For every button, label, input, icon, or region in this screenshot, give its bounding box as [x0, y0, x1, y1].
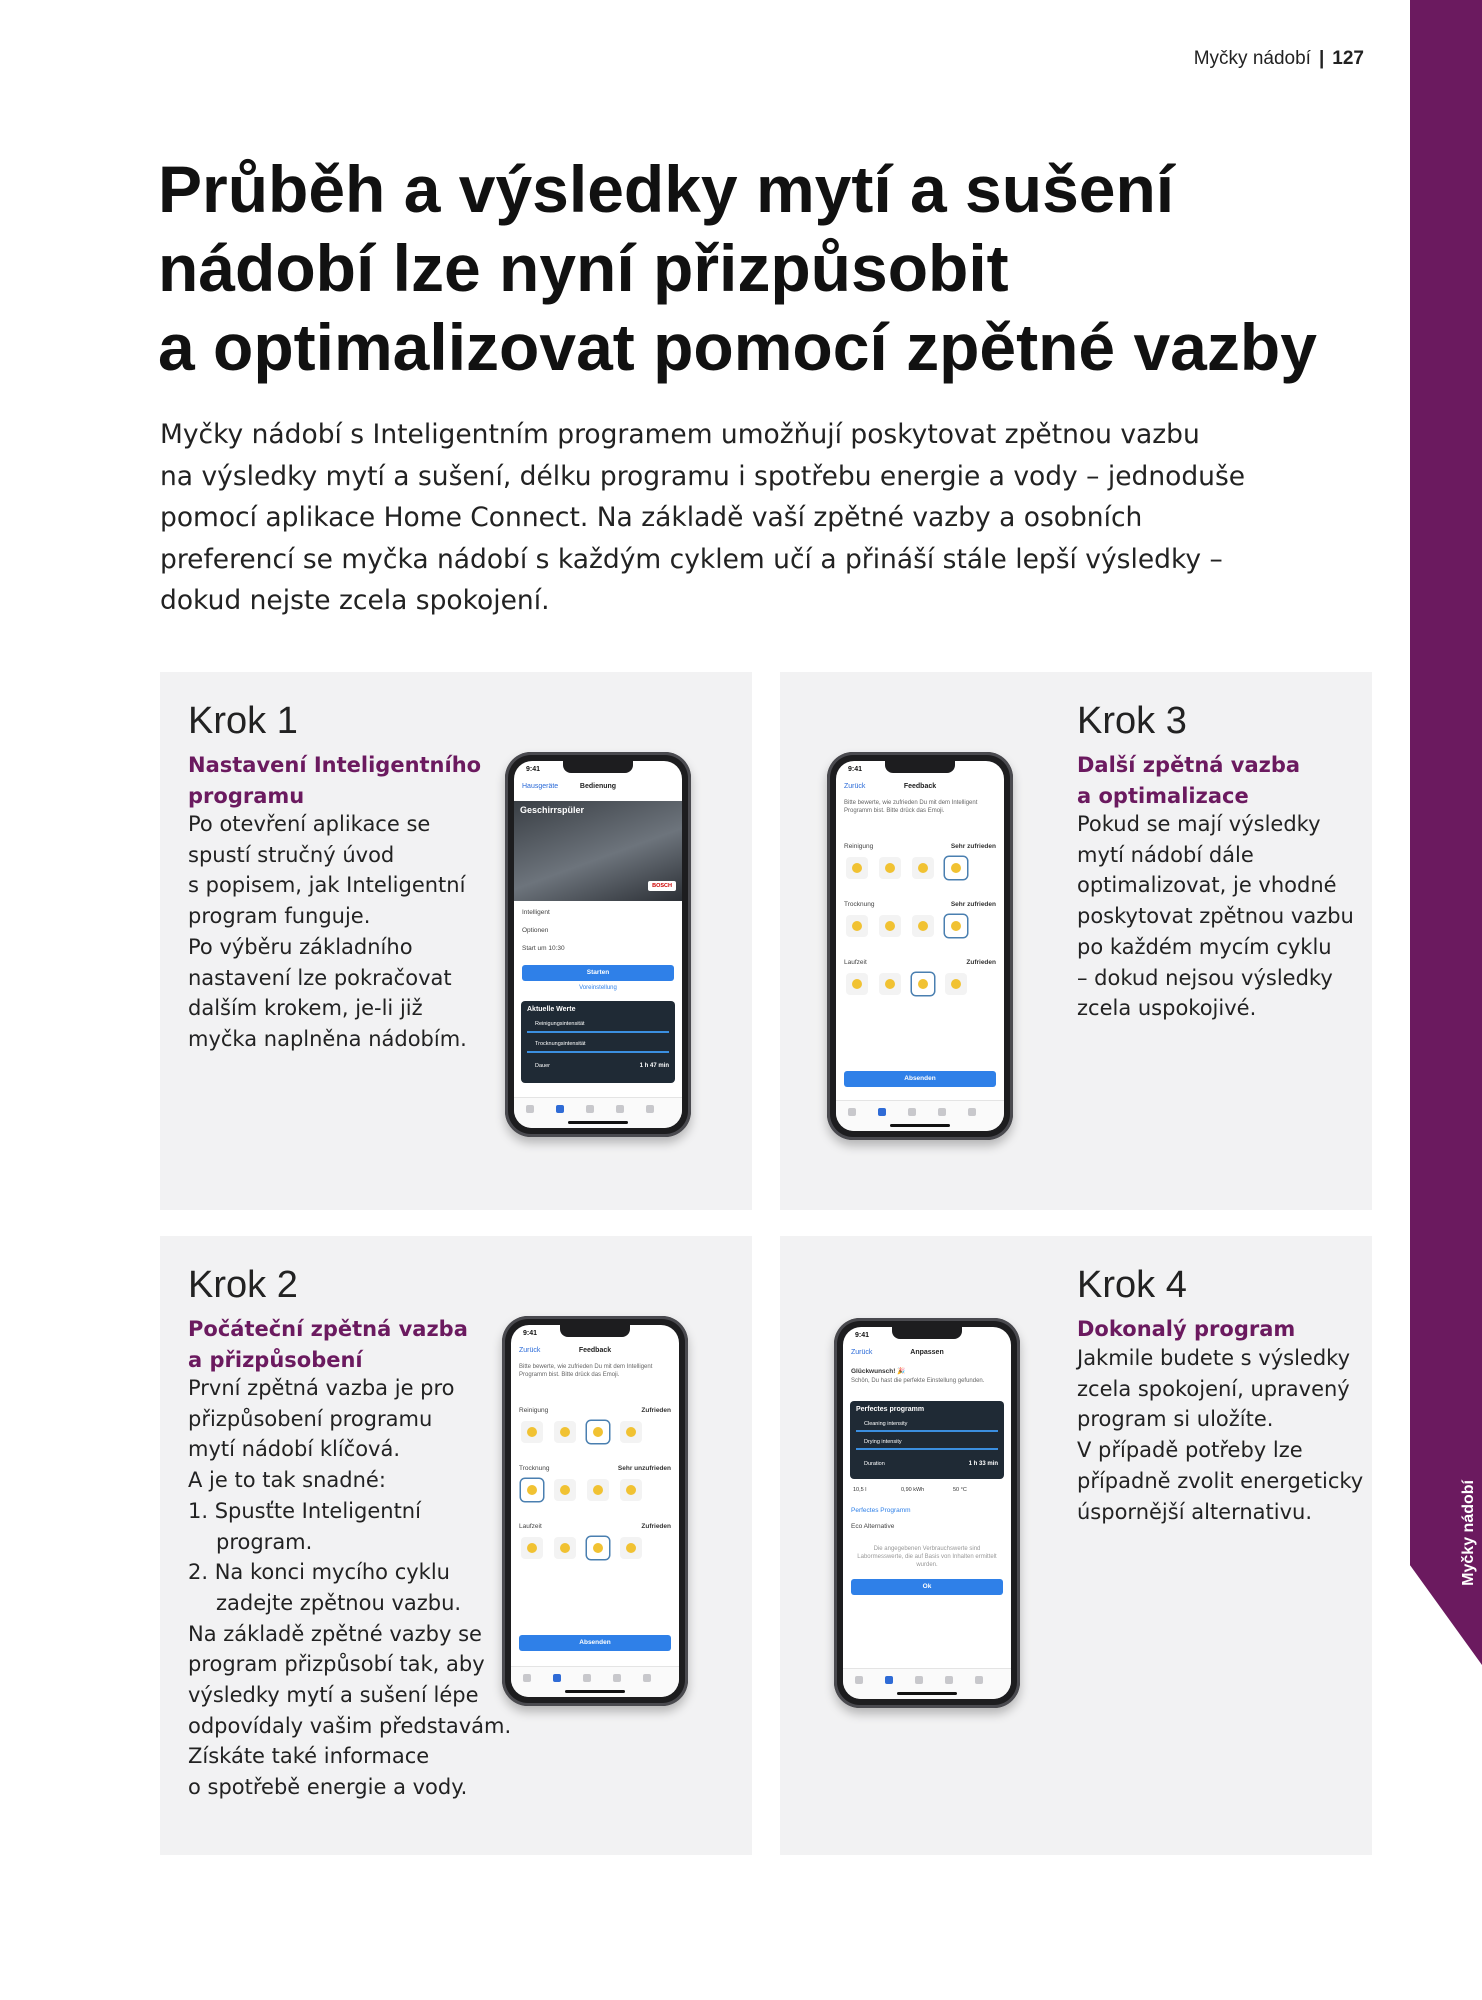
step-title: Krok 3: [1077, 700, 1187, 742]
phone-mockup: 9:41 Zurück Feedback Bitte bewerte, wie zufrieden Du mit dem Intelligent Programm bist. Bitte drück das Emoji. Reinigung Zufrieden Trocknung Sehr unzufrieden Laufzeit Zufrieden Absenden: [502, 1316, 688, 1706]
side-tab: [1410, 0, 1482, 1665]
step-body: Jakmile budete s výsledky zcela spokojení, upravený program si uložíte. V případě potřeby lze případně zvolit energeticky úspornější alternativu.: [1077, 1346, 1364, 1524]
phone-mockup: 9:41 Zurück Anpassen Glückwunsch! 🎉 Schön, Du hast die perfekte Einstellung gefunden. Perfectes programm Cleaning intensity Drying intensity Duration 1 h 33 min 10,5 l 0,90 kWh 50 °C Perfectes Programm Eco Alternative Die angegebenen Verbrauchswerte sind Labormesswerte, die auf Basis von Inhalten ermittelt wurden. Ok: [834, 1318, 1020, 1708]
step-subtitle: Dokonalý program: [1077, 1317, 1296, 1341]
page-title: [158, 150, 1358, 387]
intro-line: na výsledky mytí a sušení, délku programu i spotřebu energie a vody – jednoduše: [160, 460, 1246, 492]
step-subtitle: Počáteční zpětná vazba a přizpůsobení: [188, 1317, 468, 1372]
step-card-1: [160, 672, 752, 1210]
title-line: Průběh a výsledky mytí a sušení: [158, 152, 1175, 226]
submit-button[interactable]: Absenden: [844, 1071, 996, 1087]
step-title: Krok 1: [188, 700, 298, 742]
side-tab-label: Myčky nádobí: [1460, 1480, 1477, 1586]
intro-line: dokud nejste zcela spokojení.: [160, 585, 550, 616]
ok-button[interactable]: Ok: [851, 1579, 1003, 1595]
phone-mockup: 9:41 Zurück Feedback Bitte bewerte, wie zufrieden Du mit dem Intelligent Programm bist. Bitte drück das Emoji. Reinigung Sehr zufrieden Trocknung Sehr zufrieden Laufzeit Zufrieden Absenden: [827, 752, 1013, 1140]
header-separator: |: [1318, 48, 1325, 69]
step-body: Pokud se mají výsledky mytí nádobí dále optimalizovat, je vhodné poskytovat zpětnou vazbu po každém mycím cyklu – dokud nejsou výsledky zcela uspokojivé.: [1077, 812, 1354, 1021]
step-subtitle: Další zpětná vazba a optimalizace: [1077, 753, 1301, 808]
title-line: nádobí lze nyní přizpůsobit: [158, 231, 1009, 305]
step-card-3: [780, 672, 1372, 1210]
submit-button[interactable]: Absenden: [519, 1635, 671, 1651]
intro-line: Myčky nádobí s Inteligentním programem umožňují poskytovat zpětnou vazbu: [160, 419, 1200, 450]
step-body: První zpětná vazba je pro přizpůsobení programu mytí nádobí klíčová. A je to tak snadné: 1. Spusťte Inteligentní program. 2. Na konci mycího cyklu zadejte zpětnou vazbu. Na základě zpětné vazby se program přizpůsobí tak, aby výsledky mytí a sušení lépe odpovídaly vašim představám. Získáte také informace o spotřebě energie a vody.: [188, 1376, 512, 1800]
step-subtitle: Nastavení Inteligentního programu: [188, 753, 482, 808]
step-title: Krok 2: [188, 1264, 298, 1306]
step-card-4: [780, 1236, 1372, 1855]
step-card-2: [160, 1236, 752, 1855]
page-number: 127: [1332, 48, 1364, 69]
intro-line: pomocí aplikace Home Connect. Na základě vaší zpětné vazby a osobních: [160, 502, 1143, 533]
dishwasher-hero-image: Geschirrspüler BOSCH: [514, 801, 682, 901]
section-name: Myčky nádobí: [1193, 48, 1311, 69]
page-header: [1194, 48, 1364, 70]
title-line: a optimalizovat pomocí zpětné vazby: [158, 310, 1317, 384]
intro-paragraph: [160, 414, 1300, 622]
intro-line: preferencí se myčka nádobí s každým cyklem učí a přináší stále lepší výsledky –: [160, 543, 1223, 575]
start-button[interactable]: Starten: [522, 965, 674, 981]
step-title: Krok 4: [1077, 1264, 1187, 1306]
step-body: Po otevření aplikace se spustí stručný úvod s popisem, jak Inteligentní program funguje. Po výběru základního nastavení lze pokračovat dalším krokem, je-li již myčka naplněna nádobím.: [188, 812, 467, 1051]
phone-mockup: 9:41 Hausgeräte Bedienung Geschirrspüler BOSCH Intelligent Optionen Start um 10:30 Starten Voreinstellung Aktuelle Werte Reinigungsintensität Trocknungsintensität Dauer 1 h 47 min: [505, 752, 691, 1137]
